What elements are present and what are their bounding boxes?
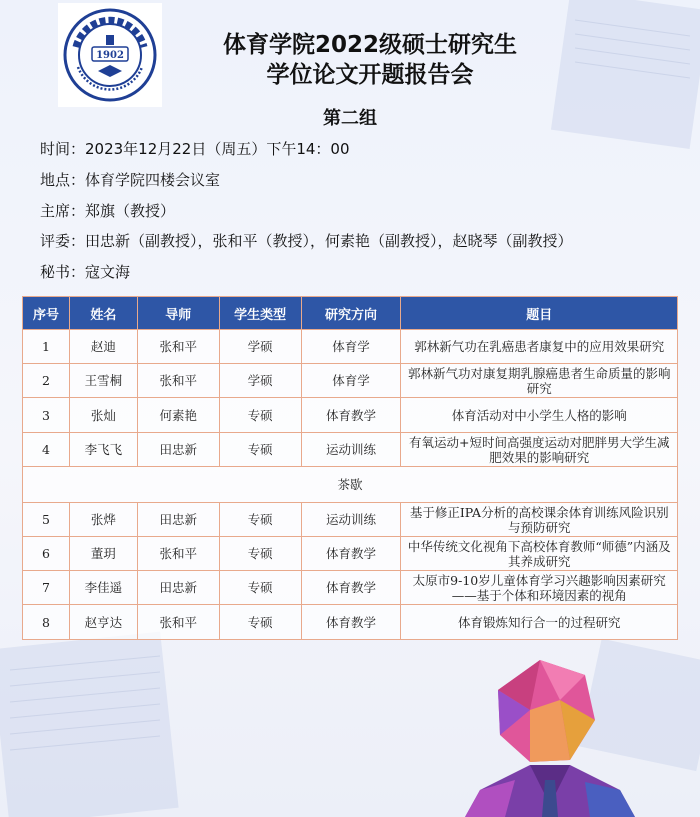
cell-advisor: 田忠新	[137, 433, 219, 467]
table-row	[23, 364, 678, 398]
cell-index: 5	[23, 503, 70, 537]
cell-topic: 体育活动对中小学生人格的影响	[401, 398, 678, 433]
cell-name: 赵亨达	[69, 605, 137, 640]
cell-advisor: 张和平	[137, 364, 219, 398]
secretary-line: 秘书：寇文海	[40, 263, 131, 281]
table-row	[23, 537, 678, 571]
cell-advisor: 田忠新	[137, 503, 219, 537]
table-row	[23, 433, 678, 467]
cell-field: 体育教学	[301, 571, 401, 605]
break-row	[23, 467, 678, 503]
cell-name: 王雪桐	[69, 364, 137, 398]
table-header-row	[23, 297, 678, 330]
cell-type: 专硕	[219, 537, 301, 571]
header-student-type: 学生类型	[219, 297, 301, 330]
cell-topic: 郭林新气功对康复期乳腺癌患者生命质量的影响研究	[401, 364, 678, 398]
committee-line: 评委：田忠新（副教授），张和平（教授），何素艳（副教授），赵晓琴（副教授）	[40, 232, 573, 250]
cell-type: 专硕	[219, 398, 301, 433]
cell-type: 专硕	[219, 571, 301, 605]
schedule-table	[22, 296, 678, 640]
cell-topic: 有氧运动+短时间高强度运动对肥胖男大学生减肥效果的影响研究	[401, 433, 678, 467]
cell-field: 体育学	[301, 364, 401, 398]
cell-field: 体育教学	[301, 537, 401, 571]
table-row	[23, 605, 678, 640]
cell-field: 体育教学	[301, 398, 401, 433]
cell-index: 2	[23, 364, 70, 398]
cell-field: 运动训练	[301, 433, 401, 467]
cell-topic: 基于修正IPA分析的高校课余体育训练风险识别与预防研究	[401, 503, 678, 537]
cell-name: 李佳遥	[69, 571, 137, 605]
cell-index: 3	[23, 398, 70, 433]
table-row	[23, 330, 678, 364]
cell-index: 6	[23, 537, 70, 571]
cell-name: 赵迪	[69, 330, 137, 364]
group-title: 第二组	[323, 108, 377, 129]
cell-advisor: 田忠新	[137, 571, 219, 605]
header-name: 姓名	[69, 297, 137, 330]
header-research-field: 研究方向	[301, 297, 401, 330]
cell-name: 张烨	[69, 503, 137, 537]
cell-name: 董玥	[69, 537, 137, 571]
cell-advisor: 张和平	[137, 330, 219, 364]
header-topic: 题目	[401, 297, 678, 330]
page-title	[190, 30, 550, 90]
cell-type: 专硕	[219, 605, 301, 640]
logo-emblem-icon	[62, 7, 158, 103]
cell-name: 李飞飞	[69, 433, 137, 467]
university-logo	[58, 3, 162, 107]
header-advisor: 导师	[137, 297, 219, 330]
place-line: 地点：体育学院四楼会议室	[40, 171, 221, 189]
cell-topic: 太原市9-10岁儿童体育学习兴趣影响因素研究——基于个体和环境因素的视角	[401, 571, 678, 605]
table-row	[23, 503, 678, 537]
time-line: 时间：2023年12月22日（周五）下午14：00	[40, 140, 350, 158]
cell-type: 学硕	[219, 364, 301, 398]
svg-text:1902: 1902	[96, 50, 124, 61]
cell-advisor: 张和平	[137, 605, 219, 640]
tea-break-label: 茶歇	[23, 467, 678, 503]
cell-type: 专硕	[219, 433, 301, 467]
cell-topic: 体育锻炼知行合一的过程研究	[401, 605, 678, 640]
cell-topic: 中华传统文化视角下高校体育教师“师德”内涵及其养成研究	[401, 537, 678, 571]
cell-advisor: 张和平	[137, 537, 219, 571]
cell-advisor: 何素艳	[137, 398, 219, 433]
table-row	[23, 571, 678, 605]
table-row	[23, 398, 678, 433]
cell-name: 张灿	[69, 398, 137, 433]
cell-topic: 郭林新气功在乳癌患者康复中的应用效果研究	[401, 330, 678, 364]
title-line-1: 体育学院2022级硕士研究生	[222, 32, 517, 58]
header-index: 序号	[23, 297, 70, 330]
cell-index: 4	[23, 433, 70, 467]
chair-line: 主席：郑旗（教授）	[40, 202, 176, 220]
cell-field: 运动训练	[301, 503, 401, 537]
person-illustration-icon	[420, 640, 660, 817]
cell-index: 1	[23, 330, 70, 364]
cell-type: 学硕	[219, 330, 301, 364]
cell-field: 体育学	[301, 330, 401, 364]
cell-field: 体育教学	[301, 605, 401, 640]
cell-index: 8	[23, 605, 70, 640]
title-line-2: 学位论文开题报告会	[266, 62, 474, 88]
cell-index: 7	[23, 571, 70, 605]
cell-type: 专硕	[219, 503, 301, 537]
